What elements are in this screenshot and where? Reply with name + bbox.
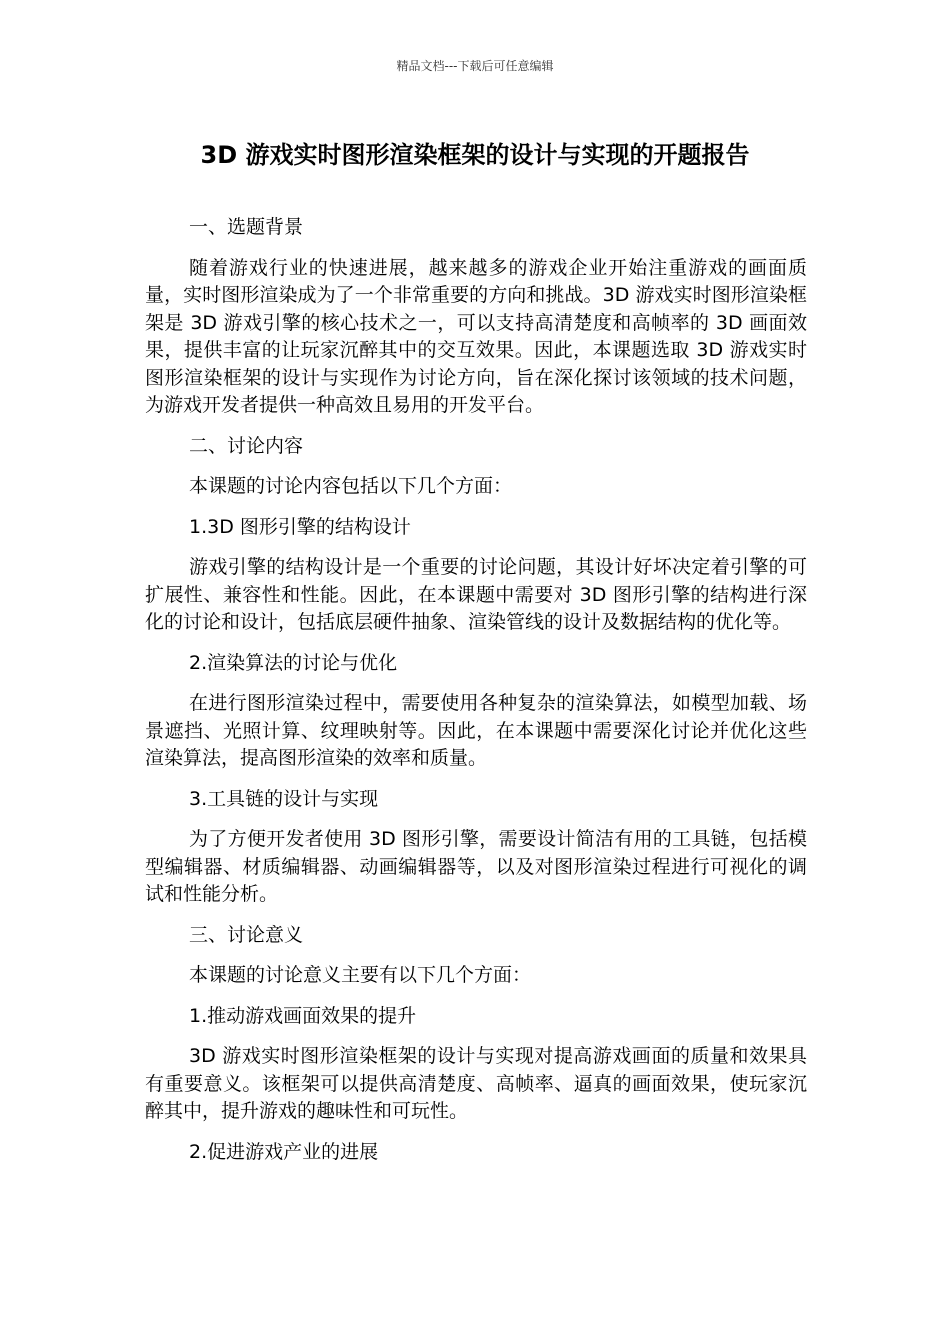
- subsection-heading: 2.渲染算法的讨论与优化: [189, 651, 398, 674]
- paragraph: 3D 游戏实时图形渲染框架的设计与实现对提高游戏画面的质量和效果具有重要意义。该框架可以提供高清楚度、高帧率、逼真的画面效果，使玩家沉醉其中，提升游戏的趣味性和可玩性。: [145, 1045, 807, 1122]
- document-body: [145, 214, 807, 1179]
- paragraph: 游戏引擎的结构设计是一个重要的讨论问题，其设计好坏决定着引擎的可扩展性、兼容性和性能。因此，在本课题中需要对 3D 图形引擎的结构进行深化的讨论和设计，包括底层硬件抽象、渲染管线的设计及数据结构的优化等。: [145, 556, 807, 633]
- subsection-heading: 2.促进游戏产业的进展: [189, 1140, 379, 1163]
- document-title: 3D 游戏实时图形渲染框架的设计与实现的开题报告: [200, 141, 750, 169]
- paragraph: 为了方便开发者使用 3D 图形引擎，需要设计简洁有用的工具链，包括模型编辑器、材质编辑器、动画编辑器等，以及对图形渲染过程进行可视化的调试和性能分析。: [145, 828, 807, 905]
- paragraph: 本课题的讨论意义主要有以下几个方面：: [189, 964, 532, 986]
- subsection-heading: 3.工具链的设计与实现: [189, 787, 379, 810]
- page-header: 精品文档---下载后可任意编辑: [396, 59, 554, 73]
- paragraph: 本课题的讨论内容包括以下几个方面：: [189, 475, 513, 497]
- paragraph: 在进行图形渲染过程中，需要使用各种复杂的渲染算法，如模型加载、场景遮挡、光照计算、纹理映射等。因此，在本课题中需要深化讨论并优化这些渲染算法，提高图形渲染的效率和质量。: [145, 692, 807, 769]
- section-heading-content: 二、讨论内容: [189, 434, 304, 457]
- subsection-heading: 1.3D 图形引擎的结构设计: [189, 515, 411, 538]
- subsection-heading: 1.推动游戏画面效果的提升: [189, 1004, 417, 1027]
- paragraph: 随着游戏行业的快速进展，越来越多的游戏企业开始注重游戏的画面质量，实时图形渲染成为了一个非常重要的方向和挑战。3D 游戏实时图形渲染框架是 3D 游戏引擎的核心技术之一，可以支持高清楚度和高帧率的 3D 画面效果，提供丰富的让玩家沉醉其中的交互效果。因此，本课题选取 3D 游戏实时图形渲染框架的设计与实现作为讨论方向，旨在深化探讨该领域的技术问题，为游戏开发者提供一种高效且易用的开发平台。: [145, 256, 807, 416]
- section-heading-background: 一、选题背景: [189, 216, 304, 238]
- section-heading-significance: 三、讨论意义: [189, 923, 304, 946]
